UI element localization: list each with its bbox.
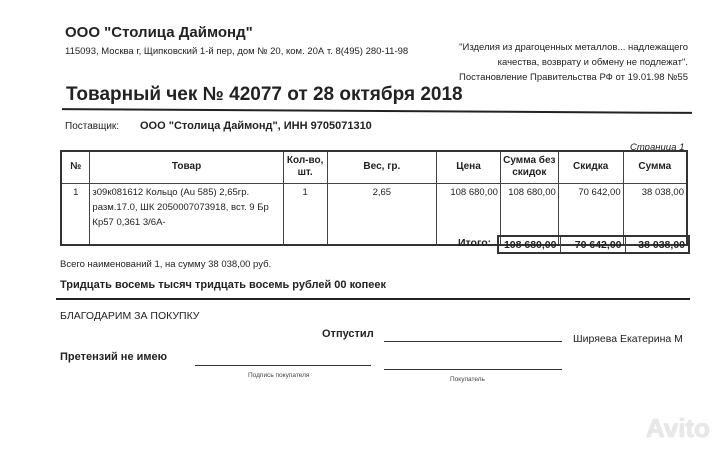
thanks-text: БЛАГОДАРИМ ЗА ПОКУПКУ	[60, 310, 200, 322]
col-header: Сумма без скидок	[500, 151, 558, 183]
col-header: Сумма	[623, 151, 687, 183]
sum-in-words: Тридцать восемь тысяч тридцать восемь рублей 00 копеек	[60, 279, 387, 291]
totals-label: Итого:	[458, 237, 492, 249]
buyer-caption: Покупатель	[450, 376, 485, 383]
receipt-title: Товарный чек № 42077 от 28 октября 2018	[66, 84, 463, 105]
items-table	[60, 150, 688, 246]
note-line: качества, возврату и обмену не подлежат".	[497, 57, 688, 68]
org-name: ООО "Столица Даймонд"	[65, 24, 253, 41]
legal-note	[459, 40, 688, 85]
total-no-discount: 108 680,00	[498, 236, 560, 253]
buyer-name-line	[384, 369, 562, 370]
seller-signature-line	[384, 341, 562, 342]
released-label: Отпустил	[322, 328, 374, 340]
items-count: Всего наименований 1, на сумму 38 038,00 руб.	[60, 259, 272, 270]
col-header: Скидка	[558, 151, 623, 183]
supplier-label: Поставщик:	[65, 121, 120, 132]
note-line: "Изделия из драгоценных металлов... надлежащего	[459, 42, 688, 53]
cell: 1	[283, 183, 327, 245]
buyer-signature-line	[195, 365, 371, 366]
claims-text: Претензий не имею	[60, 351, 168, 363]
page-number: Страница 1	[630, 142, 685, 153]
org-address: 115093, Москва г, Щипковский 1-й пер, дом № 20, ком. 20А т. 8(495) 280-11-98	[65, 46, 409, 57]
totals-table	[497, 235, 690, 254]
supplier-value: ООО "Столица Даймонд", ИНН 9705071310	[140, 120, 372, 132]
cell: 2,65	[327, 183, 436, 245]
total-sum: 38 038,00	[625, 236, 689, 253]
cell: 38 038,00	[623, 183, 687, 245]
cell: з09к081612 Кольцо (Au 585) 2,65гр. разм.17.0, ШК 2050007073918, вст. 9 Бр Кр57 0,361 3/6А-	[90, 183, 283, 245]
col-header: Вес, гр.	[327, 151, 436, 183]
divider	[56, 298, 690, 300]
col-header: №	[61, 151, 90, 183]
col-header: Цена	[437, 151, 501, 183]
seller-name: Ширяева Екатерина М	[573, 333, 683, 345]
col-header: Товар	[90, 151, 283, 183]
cell: 108 680,00	[500, 183, 558, 245]
buyer-sign-caption: Подпись покупателя	[248, 372, 310, 379]
note-line: Постановление Правительства РФ от 19.01.98 №55	[458, 72, 688, 83]
divider	[62, 108, 692, 114]
table-header	[61, 151, 687, 183]
col-header: Кол-во, шт.	[283, 151, 327, 183]
avito-watermark: Avito	[645, 413, 710, 443]
cell: 70 642,00	[558, 183, 623, 245]
total-discount: 70 642,00	[560, 236, 625, 253]
cell: 108 680,00	[437, 183, 501, 245]
cell: 1	[61, 183, 90, 245]
